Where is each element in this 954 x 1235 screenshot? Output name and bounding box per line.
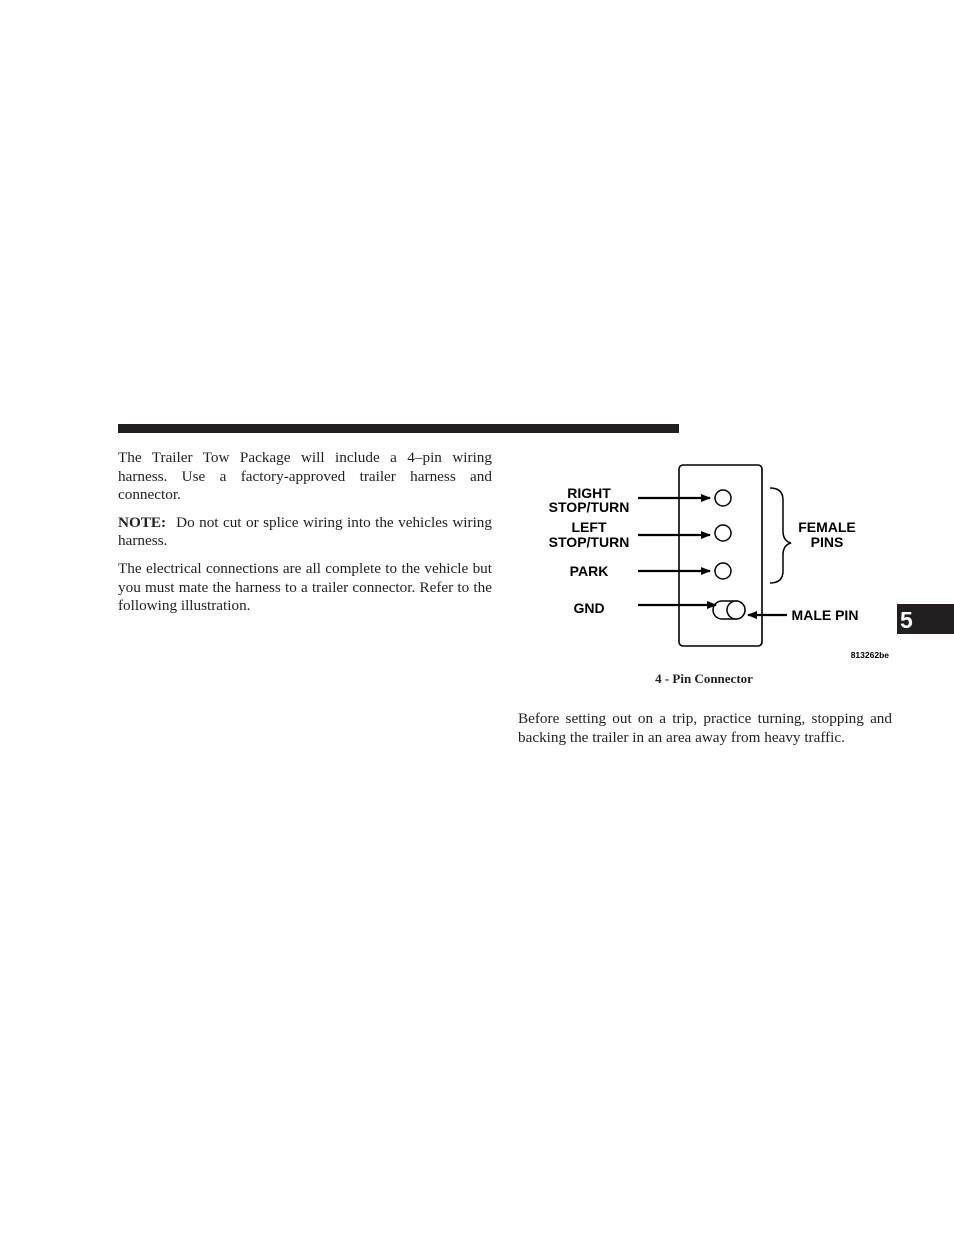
- label-male-pin: MALE PIN: [791, 607, 859, 623]
- practice-paragraph: Before setting out on a trip, practice turning, stopping and backing the trailer in an area away from heavy traffic.: [518, 710, 892, 746]
- note-label: NOTE:: [118, 513, 167, 531]
- connector-illustration: [530, 455, 900, 670]
- male-pin-gnd: [713, 601, 745, 619]
- label-female: FEMALE: [798, 519, 856, 535]
- label-gnd: GND: [573, 600, 605, 616]
- label-female-pins: PINS: [810, 534, 844, 550]
- female-pins-brace: [770, 488, 791, 583]
- note-paragraph: [118, 514, 492, 551]
- connection-paragraph: The electrical connections are all complete to the vehicle but you must mate the harness to a trailer connector. Refer to the following illustration.: [118, 559, 492, 615]
- right-text-column: [518, 710, 892, 756]
- left-text-column: [118, 449, 492, 625]
- figure-caption: 4 - Pin Connector: [655, 671, 753, 686]
- label-left-stop-turn: STOP/TURN: [548, 534, 630, 550]
- label-right-stop-turn: STOP/TURN: [548, 499, 630, 515]
- label-left: LEFT: [571, 519, 607, 535]
- connector-diagram: [530, 455, 900, 670]
- label-park: PARK: [569, 563, 609, 579]
- label-right: RIGHT: [567, 485, 611, 501]
- figure-code: 813262be: [850, 650, 889, 660]
- section-divider-bar: [118, 424, 679, 433]
- chapter-tab: [897, 604, 954, 634]
- note-text: Do not cut or splice wiring into the vehicles wiring harness.: [118, 513, 492, 550]
- pin-park: [715, 563, 731, 579]
- chapter-number: 5: [900, 607, 913, 633]
- pin-left-stop-turn: [715, 525, 731, 541]
- pin-right-stop-turn: [715, 490, 731, 506]
- intro-paragraph: The Trailer Tow Package will include a 4–pin wiring harness. Use a factory-approved trailer harness and connector.: [118, 449, 492, 504]
